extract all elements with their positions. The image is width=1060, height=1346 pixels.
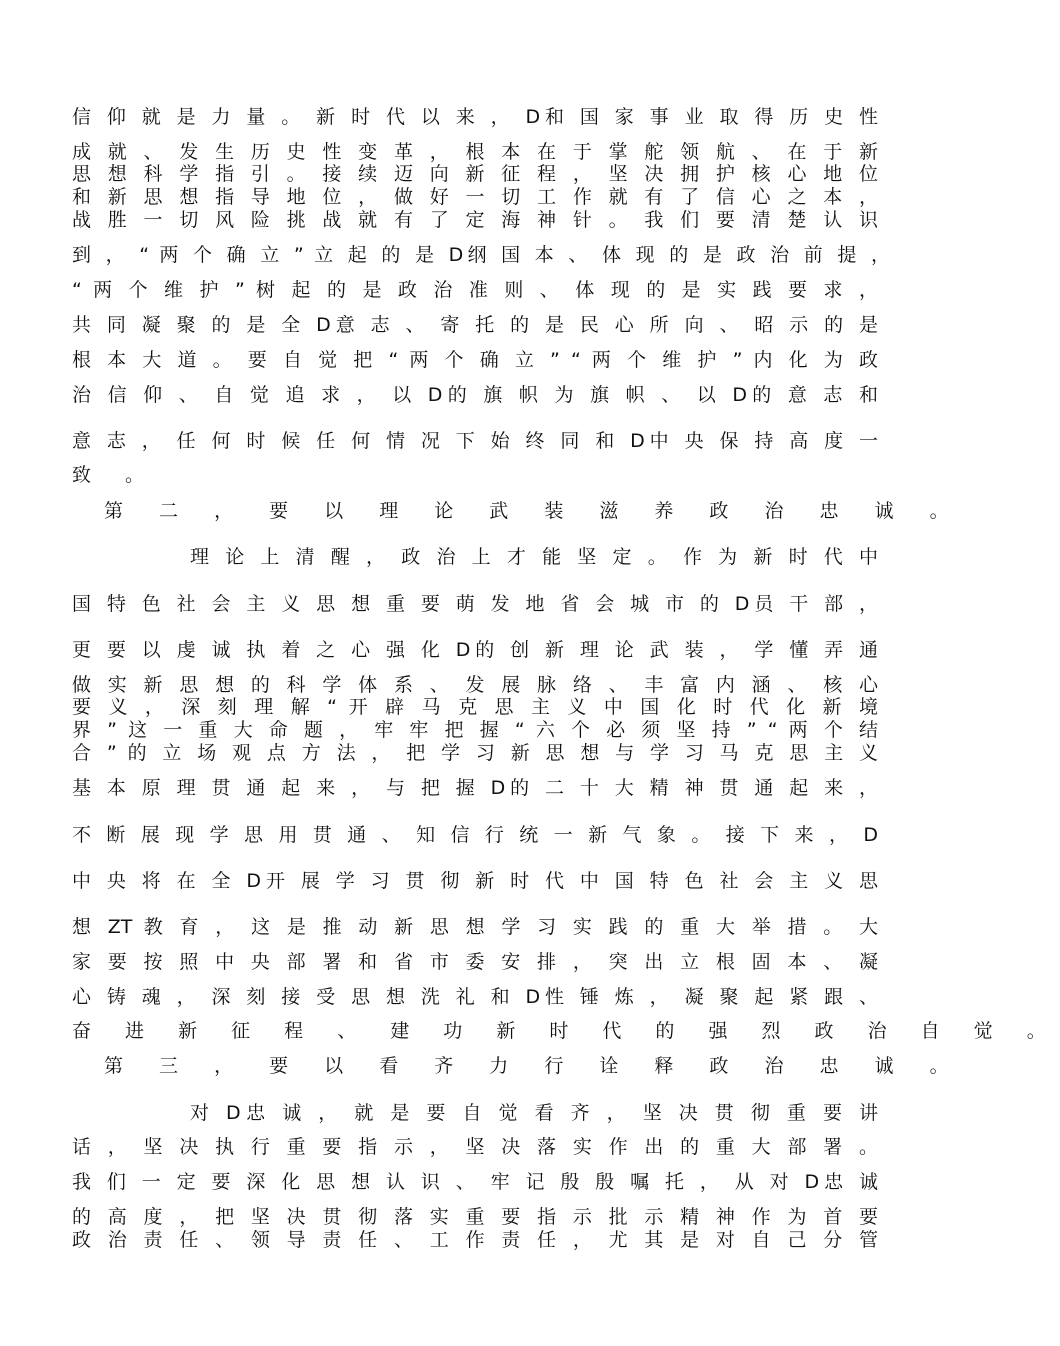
- text-line: 合 ” 的 立 场 观 点 方 法 ， 把 学 习 新 思 想 与 学 习 马 克 思 主 义: [72, 742, 878, 764]
- text-line: 思 想 科 学 指 引 。 接 续 迈 向 新 征 程 ， 坚 决 拥 护 核 心 地 位: [72, 163, 878, 185]
- text-line: 话 ， 坚 决 执 行 重 要 指 示 ， 坚 决 落 实 作 出 的 重 大 部 署 。: [72, 1136, 878, 1158]
- text-line: 意 志 ， 任 何 时 候 任 何 情 况 下 始 终 同 和 D中 央 保 持 高 度 一: [72, 430, 878, 452]
- text-line: 心 铸 魂 ， 深 刻 接 受 思 想 洗 礼 和 D性 锤 炼 ， 凝 聚 起 紧 跟 、: [72, 986, 878, 1008]
- text-line: 我 们 一 定 要 深 化 思 想 认 识 、 牢 记 殷 殷 嘱 托 ， 从 对 D忠 诚: [72, 1171, 878, 1193]
- text-line: 致 。: [72, 464, 159, 486]
- text-line: 更 要 以 虔 诚 执 着 之 心 强 化 D的 创 新 理 论 武 装 ， 学 懂 弄 通: [72, 639, 878, 661]
- text-line: 家 要 按 照 中 央 部 署 和 省 市 委 安 排 ， 突 出 立 根 固 本 、 凝: [72, 951, 878, 973]
- text-line: 治 信 仰 、 自 觉 追 求 ， 以 D的 旗 帜 为 旗 帜 、 以 D的 意 志 和: [72, 384, 878, 406]
- text-line: 战 胜 一 切 风 险 挑 战 就 有 了 定 海 神 针 。 我 们 要 清 楚 认 识: [72, 209, 878, 231]
- text-line: 的 高 度 ， 把 坚 决 贯 彻 落 实 重 要 指 示 批 示 精 神 作 为 首 要: [72, 1206, 878, 1228]
- text-line: 国 特 色 社 会 主 义 思 想 重 要 萌 发 地 省 会 城 市 的 D员 干 部 ，: [72, 593, 878, 615]
- text-line: 对 D忠 诚 ， 就 是 要 自 觉 看 齐 ， 坚 决 贯 彻 重 要 讲: [190, 1102, 878, 1124]
- text-line: 中 央 将 在 全 D开 展 学 习 贯 彻 新 时 代 中 国 特 色 社 会 主 义 思: [72, 870, 878, 892]
- section-heading: 第 三 ， 要 以 看 齐 力 行 诠 释 政 治 忠 诚 。: [104, 1055, 964, 1077]
- text-line: 不 断 展 现 学 思 用 贯 通 、 知 信 行 统 一 新 气 象 。 接 下 来 ， D: [72, 824, 878, 846]
- text-line: 做 实 新 思 想 的 科 学 体 系 、 发 展 脉 络 、 丰 富 内 涵 、 核 心: [72, 674, 878, 696]
- text-line: 奋 进 新 征 程 、 建 功 新 时 代 的 强 烈 政 治 自 觉 。: [72, 1020, 1060, 1042]
- text-line: 要 义 ， 深 刻 理 解 “ 开 辟 马 克 思 主 义 中 国 化 时 代 化 新 境: [72, 696, 878, 718]
- text-line: 和 新 思 想 指 导 地 位 ， 做 好 一 切 工 作 就 有 了 信 心 之 本 ，: [72, 186, 878, 208]
- text-line: 信 仰 就 是 力 量 。 新 时 代 以 来 ， D和 国 家 事 业 取 得 历 史 性: [72, 106, 878, 128]
- text-line: 界 ” 这 一 重 大 命 题 ， 牢 牢 把 握 “ 六 个 必 须 坚 持 ” “ 两 个 结: [72, 719, 878, 741]
- text-line: 想 ZT 教 育 ， 这 是 推 动 新 思 想 学 习 实 践 的 重 大 举 措 。 大: [72, 916, 878, 938]
- text-line: 成 就 、 发 生 历 史 性 变 革 ， 根 本 在 于 掌 舵 领 航 、 在 于 新: [72, 141, 878, 163]
- section-heading: 第 二 ， 要 以 理 论 武 装 滋 养 政 治 忠 诚 。: [104, 500, 964, 522]
- text-line: 根 本 大 道 。 要 自 觉 把 “ 两 个 确 立 ” “ 两 个 维 护 ” 内 化 为 政: [72, 349, 878, 371]
- text-line: 共 同 凝 聚 的 是 全 D意 志 、 寄 托 的 是 民 心 所 向 、 昭 示 的 是: [72, 314, 878, 336]
- text-line: “ 两 个 维 护 ” 树 起 的 是 政 治 准 则 、 体 现 的 是 实 践 要 求 ，: [72, 279, 878, 301]
- text-line: 基 本 原 理 贯 通 起 来 ， 与 把 握 D的 二 十 大 精 神 贯 通 起 来 ，: [72, 777, 878, 799]
- text-line: 政 治 责 任 、 领 导 责 任 、 工 作 责 任 ， 尤 其 是 对 自 己 分 管: [72, 1229, 878, 1251]
- text-line: 到 ， “ 两 个 确 立 ” 立 起 的 是 D纲 国 本 、 体 现 的 是 政 治 前 提 ，: [72, 244, 890, 266]
- text-line: 理 论 上 清 醒 ， 政 治 上 才 能 坚 定 。 作 为 新 时 代 中: [190, 546, 878, 568]
